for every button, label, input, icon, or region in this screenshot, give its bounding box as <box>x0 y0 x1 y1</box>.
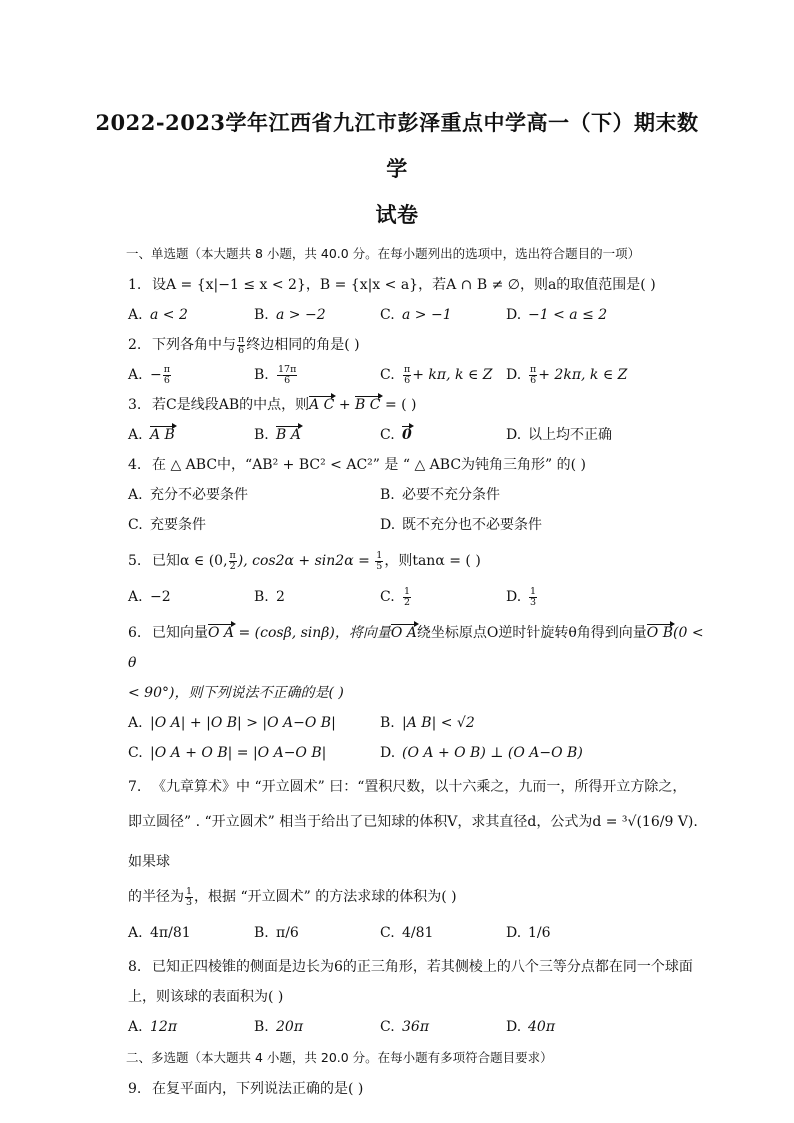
option-a: A. |O A| + |O B| > |O A−O B| <box>128 715 336 731</box>
option-b: B. 20π <box>254 1019 304 1035</box>
question-number: 6. <box>128 625 142 641</box>
option-a: A. 12π <box>128 1019 178 1035</box>
question-1 <box>128 270 706 330</box>
option-a: A. 4π/81 <box>128 925 191 941</box>
title-line-2: 试卷 <box>375 202 419 227</box>
question-7: 7. 《九章算术》中 “开立圆术” 曰：“置积尺数，以十六乘之，九而一，所得开立方除之， 即立圆径” . “开立圆术” 相当于给出了已知球的体积V，求其直径d，公式为d = ³√(16/9 V).如果球 的半径为 $\frac{1}{3}$ ，根据 “开立圆术” 的方法求球的体积为( ) A. 4π/81 B. π/6 C. 4/81 D. 1/6 <box>128 772 706 948</box>
option-c: C. 4/81 <box>380 925 434 941</box>
option-c: C. a > −1 <box>380 307 452 323</box>
option-c: C. $\frac{1}{2}$ <box>380 585 411 608</box>
section-multiple-choice: 二、多选题（本大题共 4 小题，共 20.0 分。在每小题有多项符合题目要求） <box>126 1050 553 1065</box>
question-stem: 在 △ ABC中，“AB² + BC² < AC²” 是 “ △ ABC为钝角三角形” 的( ) <box>152 457 587 473</box>
option-c: C. 0 <box>380 427 412 443</box>
question-number: 2. <box>128 337 142 353</box>
option-b: B. 2 <box>254 589 285 605</box>
question-4 <box>128 450 706 540</box>
question-stem: 在复平面内，下列说法正确的是( ) <box>152 1081 364 1097</box>
option-a: A. −2 <box>128 589 171 605</box>
question-stem: 下列各角中与 <box>152 337 236 353</box>
question-number: 9. <box>128 1081 142 1097</box>
option-a: A. − $\frac{\pi}{6}$ <box>128 363 170 386</box>
question-stem: 若C是线段AB的中点，则 <box>152 397 310 413</box>
option-d: D. 1/6 <box>506 925 551 941</box>
option-a: A. 充分不必要条件 <box>128 487 248 503</box>
option-d: D. (O A + O B) ⊥ (O A−O B) <box>380 745 583 761</box>
option-b: B. B A <box>254 427 301 443</box>
option-d: D. $\frac{\pi}{6}$ + 2kπ, k ∈ Z <box>506 363 628 386</box>
option-d: D. −1 < a ≤ 2 <box>506 307 608 323</box>
option-b: B. |A B| < √2 <box>380 715 475 731</box>
option-c: C. 充要条件 <box>128 517 206 533</box>
option-c: C. 36π <box>380 1019 430 1035</box>
option-b: B. $\frac{17\pi}{6}$ <box>254 363 297 386</box>
question-3: 3. 若C是线段AB的中点，则A C + B C = ( ) A. A B B. B A C. 0 D. 以上均不正确 <box>128 390 706 450</box>
question-2: 2. 下列各角中与 $\frac{\pi}{6}$ 终边相同的角是( ) A. − $\frac{\pi}{6}$ B. $\frac{17\pi}{6}$ C. $\frac{\pi}{6}$ + kπ, k ∈ Z D. $\frac{\pi}{6}$ + 2kπ, k ∈ Z <box>128 330 706 390</box>
question-stem: 已知正四棱锥的侧面是边长为6的正三角形，若其侧棱上的八个三等分点都在同一个球面 <box>152 959 693 975</box>
option-d: D. 既不充分也不必要条件 <box>380 517 542 533</box>
question-8: 8. 已知正四棱锥的侧面是边长为6的正三角形，若其侧棱上的八个三等分点都在同一个球面 上，则该球的表面积为( ) A. 12π B. 20π C. 36π D. 40π <box>128 952 706 1042</box>
option-c: C. |O A + O B| = |O A−O B| <box>128 745 327 761</box>
title-line-1: 2022-2023学年江西省九江市彭泽重点中学高一（下）期末数学 <box>95 110 699 181</box>
option-d: D. 以上均不正确 <box>506 427 612 443</box>
option-a: A. A B <box>128 427 175 443</box>
question-number: 3. <box>128 397 142 413</box>
question-number: 4. <box>128 457 142 473</box>
question-stem: 已知向量 <box>152 625 208 641</box>
question-stem: 已知α ∈ (0, <box>152 553 228 569</box>
option-b: B. a > −2 <box>254 307 326 323</box>
question-number: 5. <box>128 553 142 569</box>
question-number: 7. <box>128 779 142 795</box>
question-number: 8. <box>128 959 142 975</box>
option-d: D. $\frac{1}{3}$ <box>506 585 537 608</box>
option-d: D. 40π <box>506 1019 556 1035</box>
option-a: A. a < 2 <box>128 307 188 323</box>
question-number: 1. <box>128 277 142 293</box>
question-9 <box>128 1074 706 1104</box>
question-5: 5. 已知α ∈ (0, $\frac{\pi}{2}$ ), cos2α + sin2α = $\frac{1}{5}$ ，则tanα = ( ) A. −2 B. 2 C. $\frac{1}{2}$ D. $\frac{1}{3}$ <box>128 546 706 612</box>
question-stem: 《九章算术》中 “开立圆术” 曰：“置积尺数，以十六乘之，九而一，所得开立方除之， <box>152 779 687 795</box>
question-6: 6. 已知向量O A = (cosβ, sinβ)，将向量O A绕坐标原点O逆时针旋转θ角得到向量O B(0 < θ < 90°)，则下列说法不正确的是( ) A. |O A| + |O B| > |O A−O B| B. |A B| < √2 C. |O A + O B| = |O A−O B| D. (O A + O B) ⊥ (O A−O B) <box>128 618 706 768</box>
section-single-choice: 一、单选题（本大题共 8 小题，共 40.0 分。在每小题列出的选项中，选出符合题目的一项） <box>126 246 641 261</box>
option-c: C. $\frac{\pi}{6}$ + kπ, k ∈ Z <box>380 363 493 386</box>
question-stem: 设A = {x|−1 ≤ x < 2}，B = {x|x < a}，若A ∩ B ≠ ∅，则a的取值范围是( ) <box>152 277 656 293</box>
exam-title <box>88 100 706 238</box>
option-b: B. π/6 <box>254 925 299 941</box>
option-b: B. 必要不充分条件 <box>380 487 500 503</box>
